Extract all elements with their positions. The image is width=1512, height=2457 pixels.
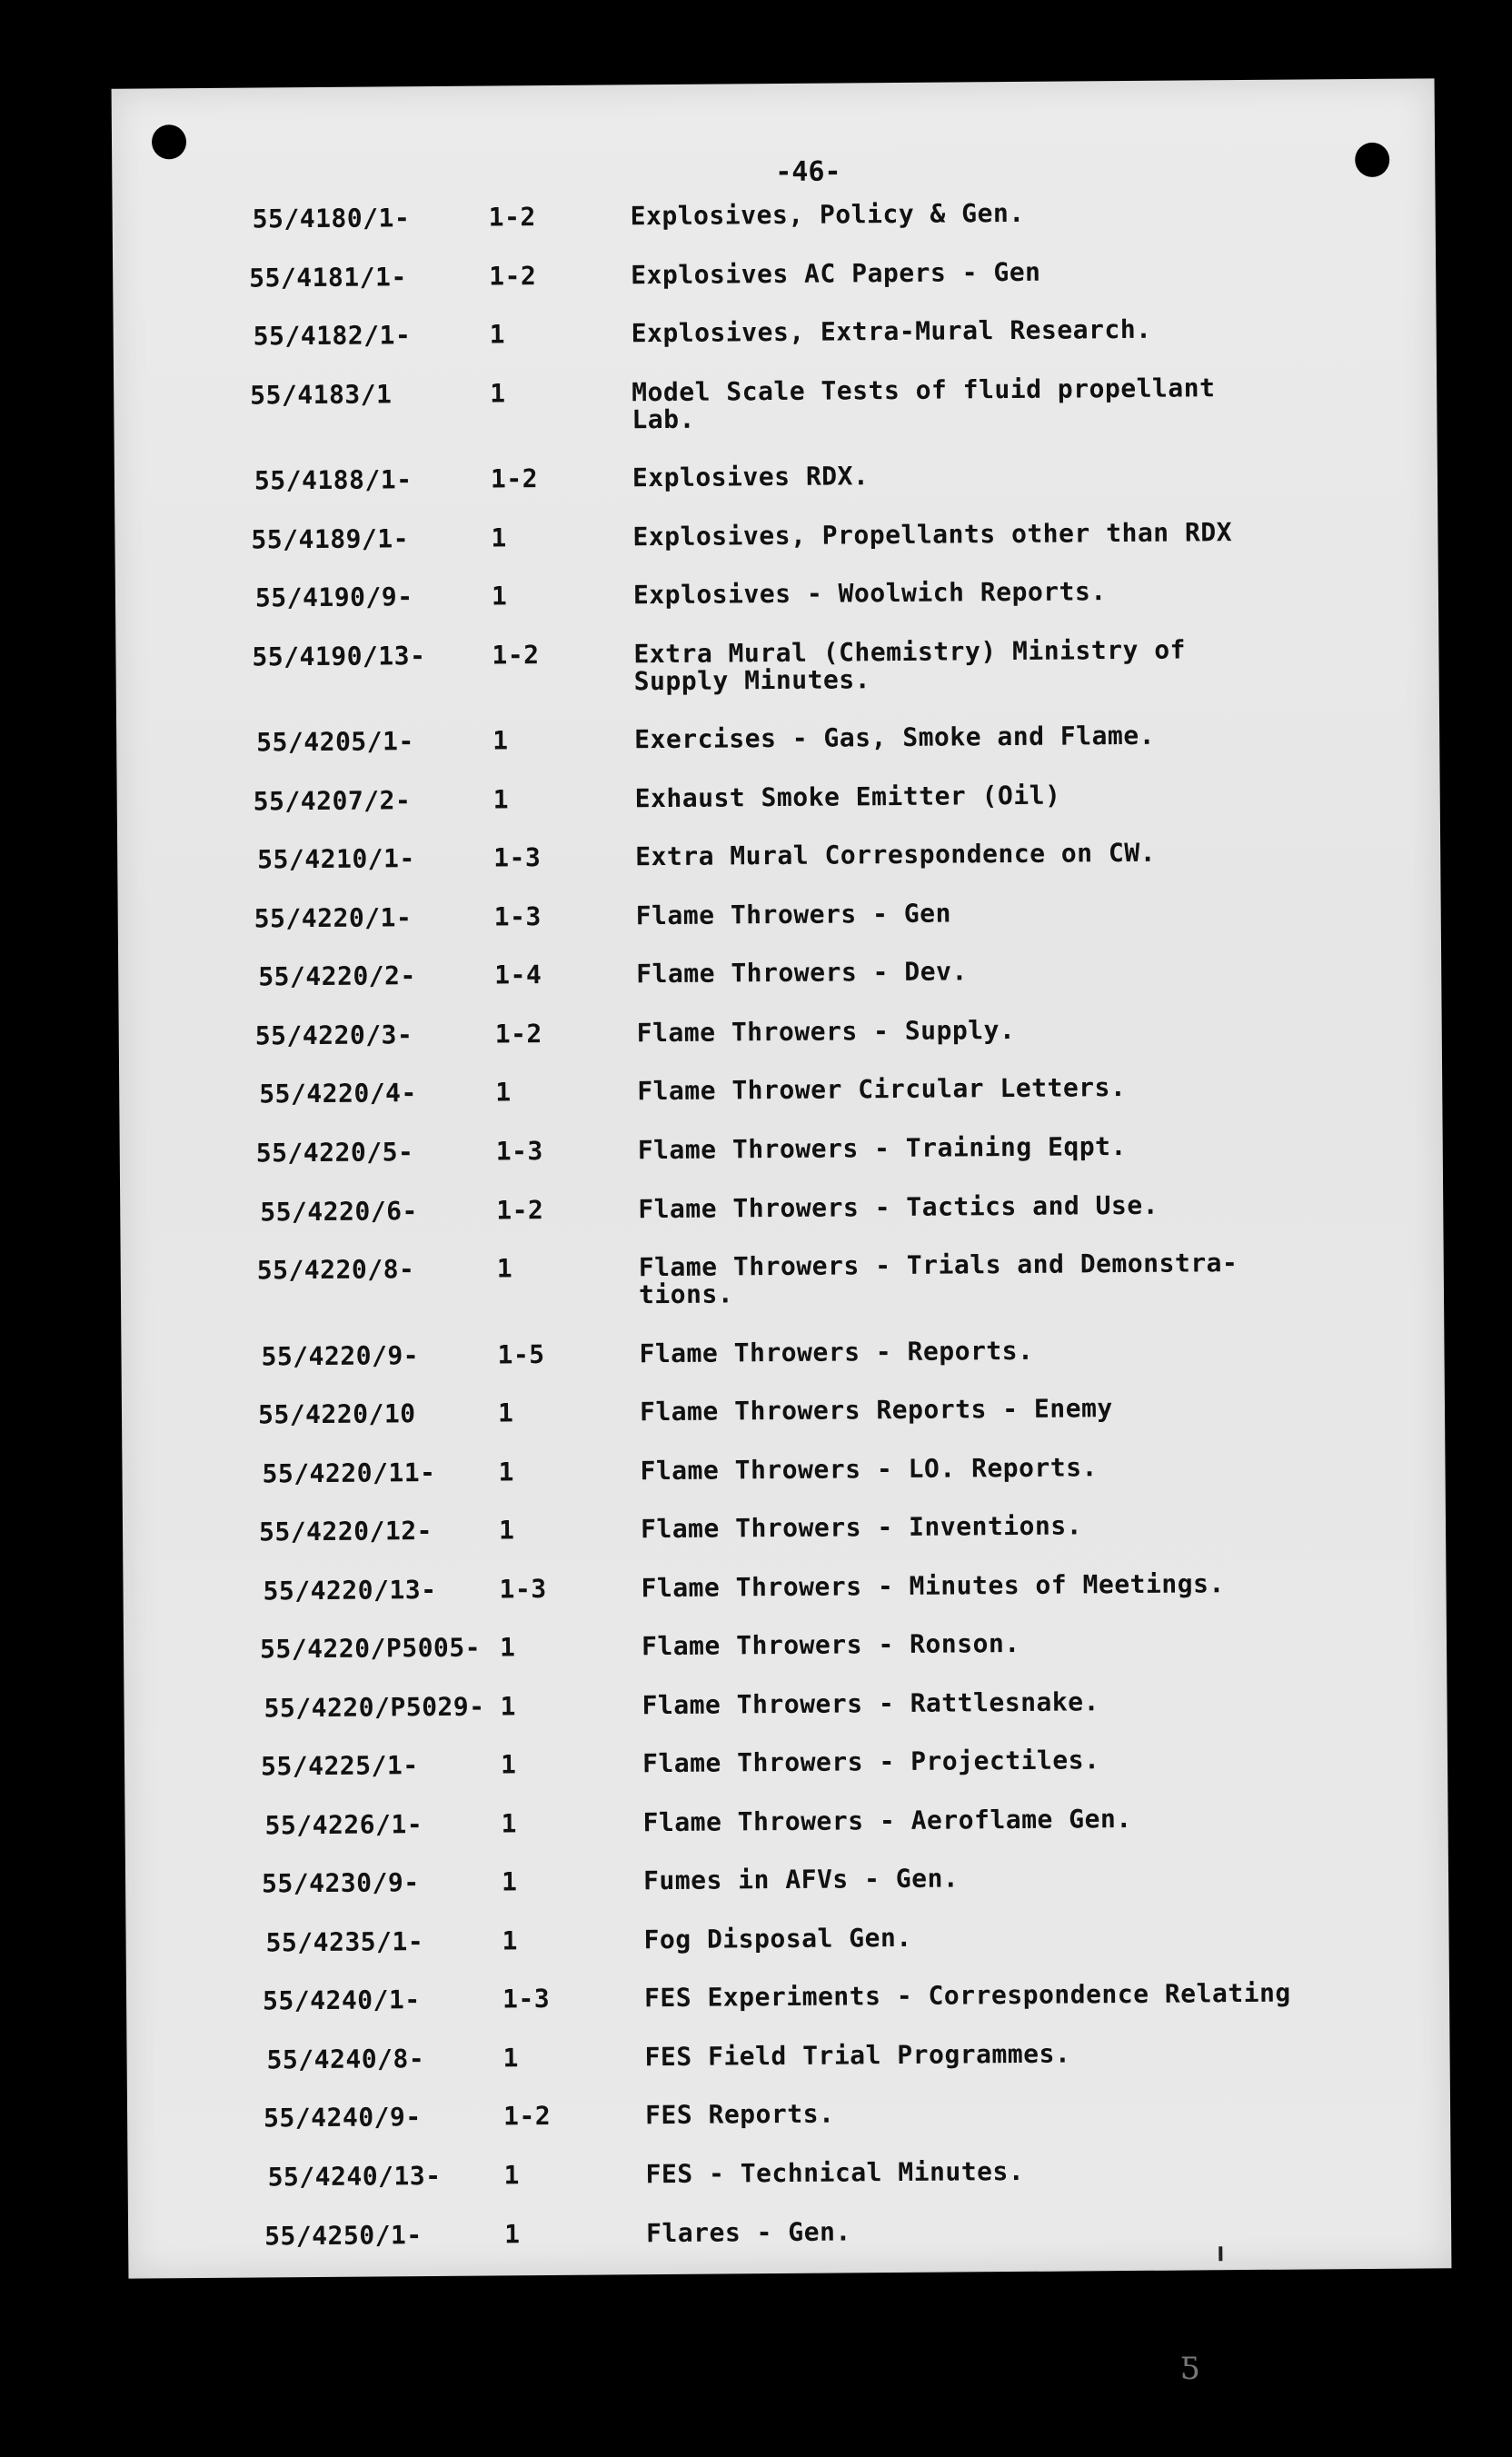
list-item bbox=[123, 1568, 1446, 1606]
list-item bbox=[115, 634, 1438, 699]
list-item bbox=[113, 255, 1436, 293]
list-item bbox=[126, 2037, 1449, 2074]
volume-range: 1-2 bbox=[494, 1018, 542, 1049]
file-title: Fog Disposal Gen. bbox=[643, 1922, 912, 1955]
file-reference: 55/4183/1 bbox=[250, 378, 393, 411]
file-title: Model Scale Tests of fluid propellant Lab. bbox=[632, 372, 1216, 434]
list-item bbox=[120, 1130, 1443, 1168]
volume-range: 1-2 bbox=[502, 2101, 552, 2132]
list-item bbox=[114, 458, 1437, 495]
list-item bbox=[123, 1509, 1446, 1547]
file-title: Flame Throwers - Reports. bbox=[639, 1335, 1034, 1368]
volume-range: 1 bbox=[503, 2218, 521, 2249]
file-title: FES Field Trial Programmes. bbox=[644, 2038, 1071, 2073]
list-item bbox=[116, 721, 1439, 758]
volume-range: 1 bbox=[496, 1253, 513, 1284]
file-reference: 55/4220/9- bbox=[261, 1339, 420, 1372]
file-reference: 55/4210/1- bbox=[257, 843, 415, 875]
edge-mark bbox=[1219, 2246, 1222, 2261]
volume-range: 1 bbox=[492, 725, 509, 756]
volume-range: 1 bbox=[489, 319, 506, 350]
file-reference: 55/4190/9- bbox=[254, 582, 413, 613]
volume-range: 1 bbox=[498, 1515, 515, 1546]
file-reference: 55/4181/1- bbox=[249, 261, 407, 293]
list-item bbox=[125, 1920, 1448, 1957]
file-reference: 55/4225/1- bbox=[260, 1750, 419, 1782]
file-title: Flame Throwers - Rattlesnake. bbox=[642, 1686, 1100, 1720]
file-reference: 55/4220/12- bbox=[258, 1516, 433, 1547]
volume-range: 1 bbox=[490, 377, 506, 409]
list-item bbox=[124, 1745, 1447, 1782]
volume-range: 1-2 bbox=[490, 463, 539, 494]
file-reference: 55/4220/4- bbox=[259, 1078, 417, 1109]
file-title: Extra Mural Correspondence on CW. bbox=[635, 838, 1157, 872]
file-title: Exhaust Smoke Emitter (Oil) bbox=[634, 780, 1061, 814]
file-reference: 55/4189/1- bbox=[251, 522, 410, 555]
file-reference: 55/4220/2- bbox=[258, 960, 416, 992]
file-reference: 55/4220/11- bbox=[262, 1457, 436, 1489]
volume-range: 1-3 bbox=[499, 1573, 547, 1605]
list-item bbox=[119, 1072, 1442, 1109]
file-title: Flame Throwers - Gen bbox=[635, 898, 951, 931]
list-item bbox=[114, 373, 1437, 437]
list-item bbox=[127, 2096, 1450, 2134]
file-title: Explosives, Extra-Mural Research. bbox=[631, 313, 1152, 349]
file-title: Flame Throwers - Projectiles. bbox=[642, 1745, 1100, 1779]
file-title: Fumes in AFVs - Gen. bbox=[642, 1863, 960, 1896]
volume-range: 1 bbox=[492, 784, 510, 815]
volume-range: 1-2 bbox=[488, 202, 536, 233]
file-title: Explosives, Propellants other than RDX bbox=[632, 516, 1233, 552]
list-item bbox=[124, 1626, 1447, 1664]
punch-hole-right bbox=[1355, 143, 1389, 177]
file-title: Flame Throwers - Inventions. bbox=[640, 1510, 1083, 1545]
punch-hole-left bbox=[152, 124, 186, 159]
file-title: Flame Throwers - Tactics and Use. bbox=[638, 1189, 1159, 1224]
volume-range: 1-2 bbox=[489, 260, 537, 292]
file-reference: 55/4235/1- bbox=[265, 1925, 424, 1958]
file-title: FES - Technical Minutes. bbox=[645, 2155, 1025, 2190]
list-item bbox=[114, 517, 1437, 554]
volume-range: 1 bbox=[491, 522, 507, 553]
file-title: Extra Mural (Chemistry) Ministry of Supply Minutes. bbox=[633, 634, 1187, 696]
list-item bbox=[117, 838, 1440, 875]
list-item bbox=[113, 196, 1436, 234]
file-title: Flame Throwers - Training Eqpt. bbox=[637, 1130, 1127, 1166]
file-title: Explosives - Woolwich Reports. bbox=[632, 576, 1107, 611]
volume-range: 1 bbox=[500, 1691, 517, 1722]
list-item bbox=[118, 896, 1441, 933]
file-reference: 55/4220/P5005- bbox=[259, 1632, 482, 1665]
file-reference: 55/4240/1- bbox=[262, 1984, 421, 2016]
volume-range: 1 bbox=[498, 1456, 515, 1487]
list-item bbox=[124, 1803, 1447, 1840]
list-item bbox=[121, 1248, 1444, 1312]
volume-range: 1 bbox=[499, 1632, 516, 1663]
volume-range: 1 bbox=[501, 1866, 518, 1897]
volume-range: 1-3 bbox=[495, 1136, 543, 1167]
file-title: Explosives, Policy & Gen. bbox=[630, 197, 1025, 232]
list-item bbox=[128, 2154, 1451, 2192]
volume-range: 1-5 bbox=[497, 1338, 545, 1370]
list-item bbox=[115, 575, 1438, 612]
volume-range: 1 bbox=[500, 1749, 517, 1780]
volume-range: 1 bbox=[501, 1808, 518, 1839]
file-reference: 55/4182/1- bbox=[253, 320, 412, 352]
file-reference: 55/4188/1- bbox=[254, 464, 413, 496]
volume-range: 1-2 bbox=[492, 639, 540, 671]
file-reference: 55/4220/13- bbox=[263, 1574, 437, 1606]
file-reference: 55/4250/1- bbox=[264, 2219, 423, 2252]
volume-range: 1-3 bbox=[493, 900, 542, 932]
file-title: Flame Throwers - Supply. bbox=[636, 1014, 1016, 1049]
file-reference: 55/4230/9- bbox=[261, 1867, 420, 1899]
document-page bbox=[112, 78, 1452, 2278]
file-title: Exercises - Gas, Smoke and Flame. bbox=[634, 721, 1156, 755]
file-reference: 55/4190/13- bbox=[252, 640, 426, 672]
volume-range: 1-2 bbox=[496, 1194, 544, 1225]
file-title: Flares - Gen. bbox=[645, 2215, 851, 2248]
file-reference: 55/4205/1- bbox=[256, 726, 414, 758]
file-title: FES Reports. bbox=[644, 2099, 835, 2131]
file-reference: 55/4220/8- bbox=[256, 1254, 415, 1286]
list-item bbox=[114, 313, 1437, 351]
volume-range: 1 bbox=[491, 581, 508, 612]
file-reference: 55/4220/1- bbox=[254, 902, 413, 934]
file-reference: 55/4240/8- bbox=[266, 2044, 425, 2075]
list-item bbox=[125, 1862, 1448, 1899]
list-item bbox=[119, 1013, 1442, 1050]
list-item bbox=[124, 1686, 1447, 1723]
list-item bbox=[126, 1979, 1449, 2016]
file-title: Explosives RDX. bbox=[632, 461, 870, 493]
list-item bbox=[122, 1451, 1445, 1488]
volume-range: 1-3 bbox=[493, 842, 542, 873]
file-reference: 55/4207/2- bbox=[253, 784, 412, 817]
volume-range: 1 bbox=[495, 1077, 512, 1108]
volume-range: 1-3 bbox=[502, 1984, 551, 2014]
file-title: Flame Thrower Circular Letters. bbox=[637, 1072, 1127, 1107]
file-reference: 55/4220/P5029- bbox=[264, 1691, 485, 1724]
list-item bbox=[118, 955, 1441, 992]
file-title: Flame Throwers - Ronson. bbox=[641, 1628, 1020, 1662]
file-reference: 55/4220/5- bbox=[255, 1137, 414, 1169]
volume-range: 1 bbox=[502, 1925, 519, 1956]
file-title: FES Experiments - Correspondence Relating bbox=[643, 1978, 1291, 2014]
file-reference: 55/4220/3- bbox=[254, 1020, 413, 1051]
file-reference: 55/4220/6- bbox=[260, 1195, 418, 1228]
volume-range: 1 bbox=[503, 2160, 521, 2191]
scan-artifact: ƽ bbox=[1181, 2344, 1199, 2381]
list-item bbox=[121, 1334, 1444, 1371]
page-number: -46- bbox=[775, 155, 841, 189]
file-reference: 55/4240/13- bbox=[267, 2160, 442, 2193]
file-title: Flame Throwers - Dev. bbox=[636, 956, 968, 990]
file-reference: 55/4240/9- bbox=[263, 2102, 422, 2134]
file-reference: 55/4180/1- bbox=[252, 203, 411, 234]
file-title: Flame Throwers Reports - Enemy bbox=[639, 1393, 1113, 1427]
file-title: Flame Throwers - LO. Reports. bbox=[640, 1451, 1099, 1486]
file-title: Flame Throwers - Aeroflame Gen. bbox=[642, 1803, 1132, 1838]
list-item bbox=[117, 779, 1440, 816]
file-reference: 55/4220/10 bbox=[257, 1398, 416, 1430]
list-item bbox=[120, 1189, 1443, 1227]
file-title: Flame Throwers - Minutes of Meetings. bbox=[641, 1567, 1225, 1603]
volume-range: 1-4 bbox=[494, 960, 542, 990]
volume-range: 1 bbox=[497, 1398, 514, 1428]
file-list bbox=[113, 196, 1452, 2251]
file-title: Explosives AC Papers - Gen bbox=[631, 256, 1041, 290]
list-item bbox=[128, 2213, 1451, 2251]
list-item bbox=[122, 1392, 1445, 1429]
volume-range: 1 bbox=[502, 2043, 520, 2074]
file-title: Flame Throwers - Trials and Demonstra- tions. bbox=[638, 1248, 1238, 1310]
file-reference: 55/4226/1- bbox=[264, 1808, 423, 1841]
